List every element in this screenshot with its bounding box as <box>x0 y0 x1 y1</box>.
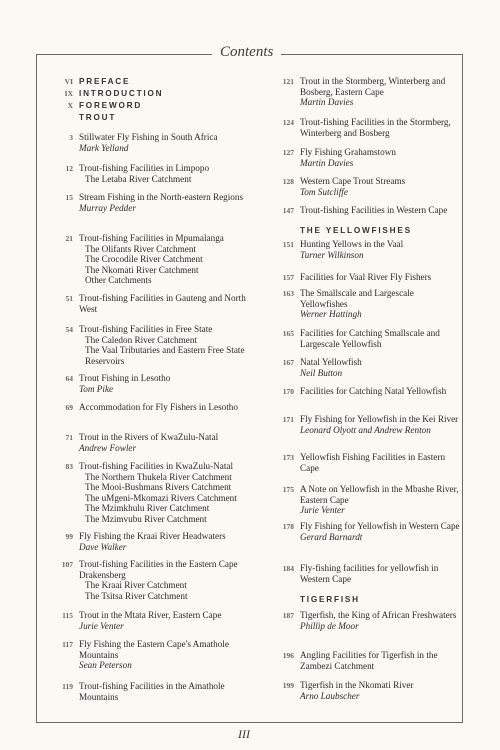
section-heading-label: FOREWORD <box>79 101 143 110</box>
entry-title: Yellowfish Fishing Facilities in Eastern Cape <box>300 452 446 473</box>
entry-title: Trout-fishing Facilities in Limpopo <box>79 163 210 173</box>
entry-page-number: 51 <box>65 294 73 303</box>
entry-page-number: 175 <box>282 485 294 494</box>
entry-author: Jurie Venter <box>79 620 124 631</box>
entry-page-number: 147 <box>282 206 294 215</box>
entry-body <box>79 373 260 394</box>
entry-title: Fly Fishing the Kraai River Headwaters <box>79 531 226 541</box>
entry-subsection: Other Catchments <box>85 275 152 286</box>
entry-author: Andrew Fowler <box>79 442 137 453</box>
toc-entry <box>52 402 260 414</box>
entry-title: Fly Fishing Grahamstown <box>300 147 396 157</box>
toc-entry <box>273 484 463 516</box>
entry-body <box>300 386 463 397</box>
entry-subsection: The Caledon River Catchment <box>85 334 198 345</box>
entry-subsection: The Vaal Tributaries and Eastern Free State Reservoirs <box>85 345 245 366</box>
entry-author: Martin Davies <box>300 97 354 108</box>
entry-title: Stream Fishing in the North-eastern Regions <box>79 192 244 202</box>
entry-title: Angling Facilities for Tigerfish in the Zambezi Catchment <box>300 650 438 671</box>
toc-entry <box>52 531 260 552</box>
entry-title: Trout-fishing Facilities in Free State <box>79 324 213 334</box>
toc-entry <box>273 205 463 217</box>
entry-page-number: VI <box>64 77 73 86</box>
entry-page-number: 83 <box>65 462 73 471</box>
toc-entry <box>273 357 463 378</box>
entry-body <box>300 225 463 237</box>
entry-title: Trout-fishing Facilities in Mpumalanga <box>79 233 224 243</box>
section-heading <box>52 100 260 112</box>
entry-subsection: The Northern Thukela River Catchment <box>85 471 232 482</box>
entry-body <box>300 147 463 168</box>
entry-title: Trout Fishing in Lesotho <box>79 373 171 383</box>
entry-author: Martin Davies <box>300 157 354 168</box>
entry-body <box>79 112 260 124</box>
entry-author: Arno Laubscher <box>300 690 360 701</box>
toc-entry <box>52 610 260 631</box>
toc-entry <box>273 239 463 260</box>
entry-title: Trout in the Stormberg, Winterberg and Bosberg, Eastern Cape <box>300 76 446 97</box>
entry-page-number: X <box>67 101 73 110</box>
toc-entry <box>52 681 260 702</box>
entry-body <box>300 563 463 584</box>
entry-subsection: The Letaba River Catchment <box>85 173 192 184</box>
toc-entry <box>52 192 260 213</box>
toc-entry <box>273 521 463 542</box>
entry-page-number: 165 <box>282 329 294 338</box>
toc-entry <box>273 117 463 138</box>
entry-body <box>300 176 463 197</box>
section-heading <box>273 594 463 606</box>
entry-title: Fly Fishing the Eastern Cape's Amathole Mountains <box>79 639 229 660</box>
toc-entry <box>273 288 463 320</box>
toc-entry <box>273 680 463 701</box>
entry-page-number: 128 <box>282 177 294 186</box>
page-number: III <box>238 727 250 741</box>
toc-entry <box>273 650 463 671</box>
toc-entry <box>52 293 260 314</box>
entry-body <box>300 239 463 260</box>
entry-body <box>300 76 463 108</box>
entry-title: Tigerfish in the Nkomati River <box>300 680 414 690</box>
entry-title: Natal Yellowfish <box>300 357 362 367</box>
entry-page-number <box>273 225 294 226</box>
entry-page-number: 3 <box>69 133 73 142</box>
entry-title: Trout-fishing Facilities in the Amathole Mountains <box>79 681 225 702</box>
entry-body <box>79 639 260 671</box>
section-heading-label: THE YELLOWFISHES <box>300 226 412 235</box>
toc-entry <box>52 233 260 286</box>
entry-body <box>79 192 260 213</box>
entry-body <box>79 531 260 552</box>
entry-page-number: 173 <box>282 453 294 462</box>
entry-subsection: The uMgeni-Mkomazi Rivers Catchment <box>85 492 237 503</box>
entry-title: A Note on Yellowfish in the Mbashe River, Eastern Cape <box>300 484 459 505</box>
entry-body <box>79 163 260 184</box>
section-heading <box>52 76 260 88</box>
entry-page-number: 71 <box>65 433 73 442</box>
entry-title: Trout-fishing Facilities in the Eastern Cape Drakensberg <box>79 559 238 580</box>
entry-body <box>300 610 463 631</box>
entry-author: Mark Yelland <box>79 142 129 153</box>
entry-page-number: 54 <box>65 325 73 334</box>
entry-page-number: 163 <box>282 289 294 298</box>
entry-body <box>79 293 260 314</box>
entry-body <box>79 559 260 601</box>
toc-entry <box>273 328 463 349</box>
entry-page-number: 12 <box>65 164 73 173</box>
entry-title: Fly Fishing for Yellowfish in the Kei River <box>300 414 459 424</box>
toc-entry <box>273 176 463 197</box>
entry-title: Facilities for Vaal River Fly Fishers <box>300 272 432 282</box>
entry-page-number: 99 <box>65 532 73 541</box>
toc-entry <box>273 452 463 473</box>
entry-body <box>79 610 260 631</box>
entry-page-number: 170 <box>282 387 294 396</box>
entry-body <box>300 328 463 349</box>
entry-page-number: 157 <box>282 273 294 282</box>
entry-body <box>79 88 260 100</box>
entry-author: Leonard Olyott and Andrew Renton <box>300 424 431 435</box>
entry-body <box>79 461 260 525</box>
entry-body <box>300 452 463 473</box>
entry-page-number: 115 <box>62 611 73 620</box>
toc-entry <box>52 163 260 184</box>
section-heading <box>273 225 463 237</box>
entry-body <box>300 357 463 378</box>
entry-page-number: 69 <box>65 403 73 412</box>
entry-page-number: 21 <box>65 234 73 243</box>
section-heading <box>52 88 260 100</box>
entry-page-number <box>273 594 294 595</box>
section-heading <box>52 112 260 124</box>
toc-entry <box>273 563 463 584</box>
entry-page-number: 121 <box>282 77 294 86</box>
entry-title: Fly Fishing for Yellowfish in Western Cape <box>300 521 460 531</box>
entry-page-number: 119 <box>62 682 73 691</box>
entry-page-number: 187 <box>282 611 294 620</box>
toc-entry <box>273 147 463 168</box>
entry-page-number: 127 <box>282 148 294 157</box>
entry-title: Trout-fishing Facilities in the Stormberg, Winterberg and Bosberg <box>300 117 451 138</box>
entry-page-number: 64 <box>65 374 73 383</box>
entry-author: Gerard Barnardt <box>300 531 363 542</box>
entry-body <box>300 272 463 283</box>
entry-subsection: The Mzimkhulu River Catchment <box>85 503 210 514</box>
entry-author: Murray Pedder <box>79 202 136 213</box>
entry-body <box>300 680 463 701</box>
entry-subsection: The Mzimvubu River Catchment <box>85 513 207 524</box>
entry-author: Jurie Venter <box>300 505 345 516</box>
section-heading-label: PREFACE <box>79 77 131 86</box>
entry-body <box>79 100 260 112</box>
entry-subsection: The Olifants River Catchment <box>85 243 196 254</box>
entry-page-number: 171 <box>282 415 294 424</box>
entry-subsection: The Crocodile River Catchment <box>85 254 203 265</box>
entry-page-number: 184 <box>282 564 294 573</box>
toc-entry <box>52 432 260 453</box>
entry-subsection: The Nkomati River Catchment <box>85 264 199 275</box>
entry-author: Tom Pike <box>79 383 114 394</box>
entry-subsection: The Tsitsa River Catchment <box>85 590 188 601</box>
toc-entry <box>52 373 260 394</box>
entry-author: Dave Walker <box>79 541 127 552</box>
entry-page-number: 117 <box>62 640 73 649</box>
entry-page-number: 124 <box>282 118 294 127</box>
section-heading-label: TROUT <box>79 113 117 122</box>
entry-author: Werner Hattingh <box>300 309 362 320</box>
entry-body <box>300 484 463 516</box>
entry-body <box>300 288 463 320</box>
toc-entry <box>273 414 463 435</box>
entry-title: Tigerfish, the King of African Freshwaters <box>300 610 457 620</box>
entry-author: Sean Peterson <box>79 660 132 671</box>
toc-entry <box>273 76 463 108</box>
entry-title: Accommodation for Fly Fishers in Lesotho <box>79 402 238 412</box>
entry-title: Stillwater Fly Fishing in South Africa <box>79 132 218 142</box>
entry-body <box>300 521 463 542</box>
toc-entry <box>52 559 260 601</box>
toc-entry <box>273 386 463 398</box>
entry-body <box>300 117 463 138</box>
entry-page-number: 199 <box>282 681 294 690</box>
entry-title: Fly-fishing facilities for yellowfish in Western Cape <box>300 563 439 584</box>
entry-title: Western Cape Trout Streams <box>300 176 406 186</box>
entry-title: Facilities for Catching Natal Yellowfish <box>300 386 447 396</box>
entry-title: Trout in the Mtata River, Eastern Cape <box>79 610 222 620</box>
entry-author: Neil Button <box>300 367 343 378</box>
entry-author: Tom Sutcliffe <box>300 186 348 197</box>
entry-body <box>300 650 463 671</box>
toc-entry <box>52 132 260 153</box>
entry-body <box>300 594 463 606</box>
toc-entry <box>273 610 463 631</box>
entry-title: Hunting Yellows in the Vaal <box>300 239 404 249</box>
entry-body <box>79 233 260 286</box>
entry-body <box>79 132 260 153</box>
entry-title: Trout-fishing Facilities in KwaZulu-Natal <box>79 461 234 471</box>
entry-page-number: 178 <box>282 522 294 531</box>
entry-page-number: IX <box>64 89 73 98</box>
entry-subsection: The Kraai River Catchment <box>85 580 187 591</box>
toc-entry <box>52 461 260 525</box>
entry-body <box>79 402 260 413</box>
entry-page-number: 15 <box>65 193 73 202</box>
entry-body <box>79 432 260 453</box>
entry-body <box>79 324 260 366</box>
toc-entry <box>52 324 260 366</box>
entry-page-number: 107 <box>61 560 73 569</box>
entry-title: Facilities for Catching Smallscale and Largescale Yellowfish <box>300 328 440 349</box>
entry-title: Trout in the Rivers of KwaZulu-Natal <box>79 432 219 442</box>
page-title: Contents <box>212 44 281 61</box>
entry-body <box>79 681 260 702</box>
entry-subsection: The Mooi-Bushmans Rivers Catchment <box>85 482 232 493</box>
entry-page-number: 167 <box>282 358 294 367</box>
entry-author: Phillip de Moor <box>300 620 359 631</box>
toc-entry <box>52 639 260 671</box>
entry-author: Turner Wilkinson <box>300 249 364 260</box>
entry-page-number <box>52 112 73 113</box>
toc-entry <box>273 272 463 284</box>
entry-page-number: 196 <box>282 651 294 660</box>
section-heading-label: INTRODUCTION <box>79 89 164 98</box>
entry-title: Trout-fishing Facilities in Gauteng and North West <box>79 293 246 314</box>
entry-page-number: 151 <box>282 240 294 249</box>
entry-body <box>300 414 463 435</box>
entry-body <box>300 205 463 216</box>
entry-body <box>79 76 260 88</box>
entry-title: Trout-fishing Facilities in Western Cape <box>300 205 448 215</box>
section-heading-label: TIGERFISH <box>300 595 360 604</box>
entry-title: The Smallscale and Largescale Yellowfishes <box>300 288 414 309</box>
